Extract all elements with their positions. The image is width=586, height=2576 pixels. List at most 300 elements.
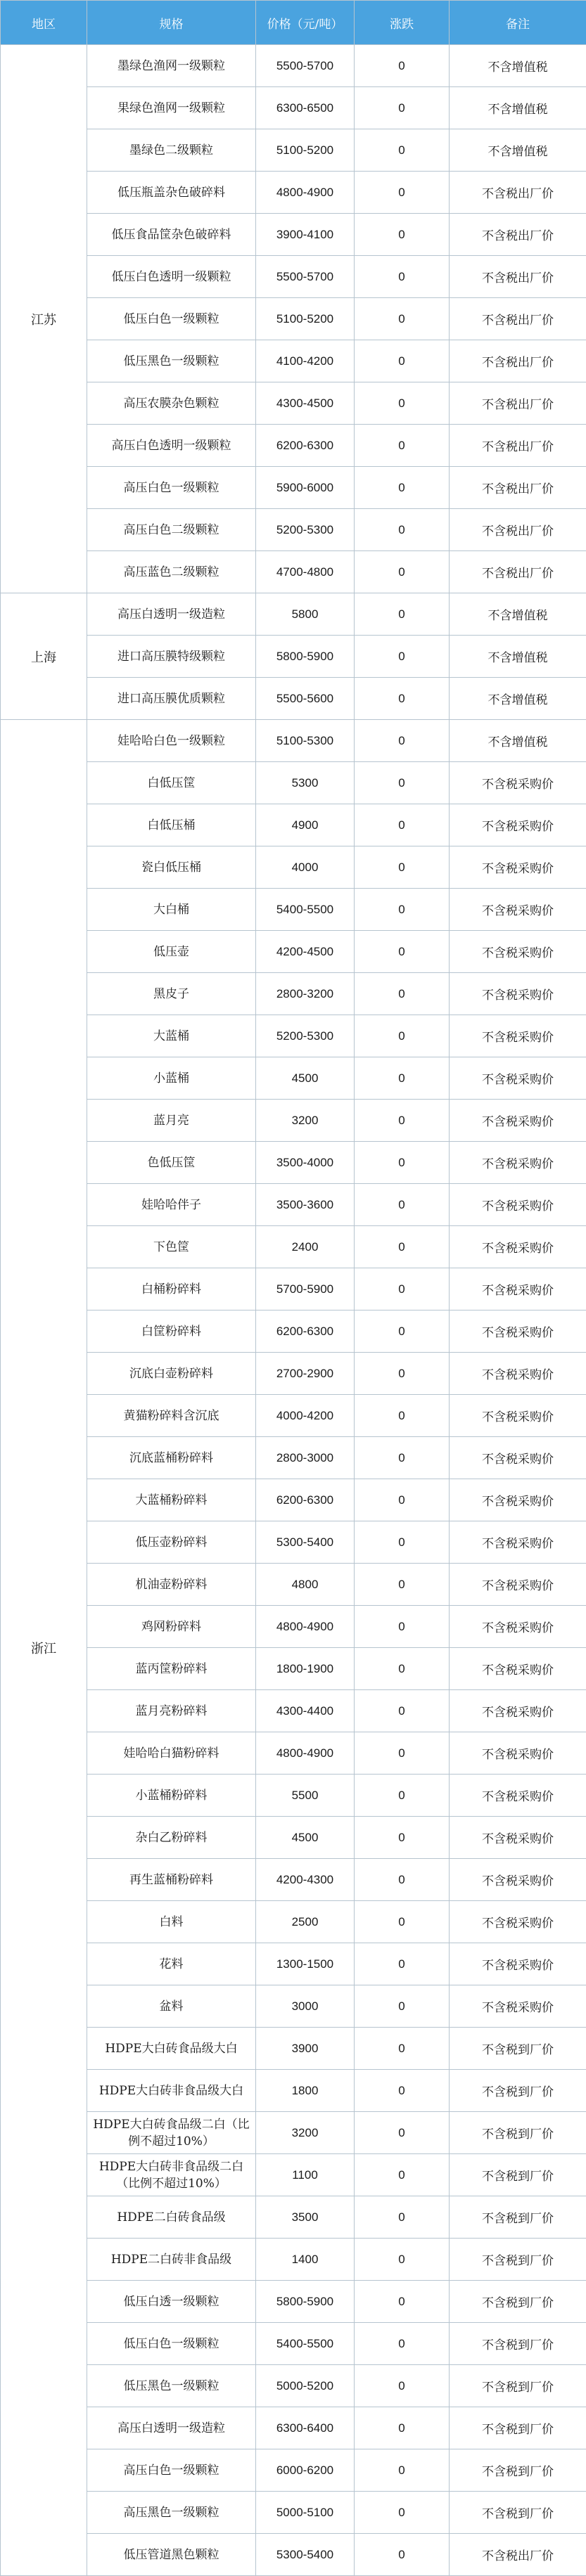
price-cell: 2800-3200 (256, 973, 355, 1015)
table-row (1, 2154, 586, 2196)
note-cell: 不含税采购价 (450, 1521, 586, 1564)
table-row (1, 1775, 586, 1817)
note-cell: 不含税采购价 (450, 1732, 586, 1775)
price-cell: 5900-6000 (256, 467, 355, 509)
spec-cell: 低压白色透明一级颗粒 (87, 256, 256, 298)
spec-cell: 高压蓝色二级颗粒 (87, 551, 256, 593)
table-row (1, 2112, 586, 2154)
change-cell: 0 (355, 382, 450, 425)
price-cell: 6300-6400 (256, 2407, 355, 2449)
note-cell: 不含税采购价 (450, 1142, 586, 1184)
spec-cell: 低压瓶盖杂色破碎料 (87, 172, 256, 214)
header-note: 备注 (450, 1, 586, 45)
price-cell: 3000 (256, 1985, 355, 2028)
table-row (1, 1817, 586, 1859)
change-cell: 0 (355, 2323, 450, 2365)
table-row (1, 1521, 586, 1564)
change-cell: 0 (355, 889, 450, 931)
change-cell: 0 (355, 804, 450, 846)
spec-cell: 高压白透明一级造粒 (87, 2407, 256, 2449)
note-cell: 不含税采购价 (450, 1184, 586, 1226)
spec-cell: 低压食品筐杂色破碎料 (87, 214, 256, 256)
table-row (1, 931, 586, 973)
change-cell: 0 (355, 425, 450, 467)
header-row (1, 1, 586, 45)
spec-cell: 高压白色二级颗粒 (87, 509, 256, 551)
price-cell: 5500-5700 (256, 256, 355, 298)
change-cell: 0 (355, 1775, 450, 1817)
table-header (1, 1, 586, 45)
note-cell: 不含税采购价 (450, 1479, 586, 1521)
price-cell: 6300-6500 (256, 87, 355, 129)
price-cell: 4800-4900 (256, 1606, 355, 1648)
spec-cell: 花料 (87, 1943, 256, 1985)
region-cell: 上海 (1, 593, 87, 720)
price-cell: 5400-5500 (256, 889, 355, 931)
spec-cell: 下色筐 (87, 1226, 256, 1268)
change-cell: 0 (355, 1226, 450, 1268)
header-price: 价格（元/吨） (256, 1, 355, 45)
spec-cell: HDPE二白砖食品级 (87, 2196, 256, 2239)
table-row (1, 1985, 586, 2028)
spec-cell: 低压壶粉碎料 (87, 1521, 256, 1564)
change-cell: 0 (355, 172, 450, 214)
table-row (1, 2323, 586, 2365)
change-cell: 0 (355, 1184, 450, 1226)
spec-cell: 鸡网粉碎料 (87, 1606, 256, 1648)
change-cell: 0 (355, 2239, 450, 2281)
price-cell: 3500 (256, 2196, 355, 2239)
spec-cell: 低压白色一级颗粒 (87, 298, 256, 340)
change-cell: 0 (355, 1817, 450, 1859)
price-cell: 6200-6300 (256, 1310, 355, 1353)
note-cell: 不含税采购价 (450, 1817, 586, 1859)
note-cell: 不含税到厂价 (450, 2492, 586, 2534)
spec-cell: 娃哈哈伴子 (87, 1184, 256, 1226)
change-cell: 0 (355, 1943, 450, 1985)
note-cell: 不含税采购价 (450, 846, 586, 889)
change-cell: 0 (355, 1521, 450, 1564)
spec-cell: 高压农膜杂色颗粒 (87, 382, 256, 425)
price-cell: 2700-2900 (256, 1353, 355, 1395)
note-cell: 不含税采购价 (450, 1564, 586, 1606)
change-cell: 0 (355, 129, 450, 172)
price-cell: 1100 (256, 2154, 355, 2196)
price-cell: 4900 (256, 804, 355, 846)
spec-cell: 再生蓝桶粉碎料 (87, 1859, 256, 1901)
note-cell: 不含税采购价 (450, 1268, 586, 1310)
note-cell: 不含税到厂价 (450, 2196, 586, 2239)
spec-cell: 进口高压膜特级颗粒 (87, 636, 256, 678)
price-cell: 5000-5100 (256, 2492, 355, 2534)
note-cell: 不含税采购价 (450, 1648, 586, 1690)
price-cell: 5700-5900 (256, 1268, 355, 1310)
note-cell: 不含税到厂价 (450, 2239, 586, 2281)
table-row (1, 382, 586, 425)
table-row (1, 45, 586, 87)
spec-cell: 低压黑色一级颗粒 (87, 340, 256, 382)
note-cell: 不含税出厂价 (450, 172, 586, 214)
table-row (1, 551, 586, 593)
table-row (1, 1268, 586, 1310)
note-cell: 不含税采购价 (450, 1985, 586, 2028)
spec-cell: 小蓝桶粉碎料 (87, 1775, 256, 1817)
spec-cell: 蓝月亮粉碎料 (87, 1690, 256, 1732)
spec-cell: 果绿色渔网一级颗粒 (87, 87, 256, 129)
spec-cell: 机油壶粉碎料 (87, 1564, 256, 1606)
price-cell: 5100-5200 (256, 129, 355, 172)
change-cell: 0 (355, 1142, 450, 1184)
table-row (1, 1142, 586, 1184)
table-row (1, 87, 586, 129)
price-cell: 3900-4100 (256, 214, 355, 256)
change-cell: 0 (355, 1310, 450, 1353)
price-cell: 5500-5600 (256, 678, 355, 720)
price-cell: 5800-5900 (256, 636, 355, 678)
table-row (1, 214, 586, 256)
change-cell: 0 (355, 2492, 450, 2534)
price-cell: 4200-4300 (256, 1859, 355, 1901)
change-cell: 0 (355, 467, 450, 509)
note-cell: 不含税出厂价 (450, 298, 586, 340)
note-cell: 不含税采购价 (450, 1901, 586, 1943)
note-cell: 不含增值税 (450, 636, 586, 678)
region-cell: 江苏 (1, 45, 87, 593)
note-cell: 不含税采购价 (450, 1437, 586, 1479)
spec-cell: 低压管道黑色颗粒 (87, 2534, 256, 2576)
change-cell: 0 (355, 214, 450, 256)
table-row (1, 2196, 586, 2239)
spec-cell: HDPE大白砖非食品级大白 (87, 2070, 256, 2112)
table-row (1, 889, 586, 931)
spec-cell: 高压白色透明一级颗粒 (87, 425, 256, 467)
spec-cell: HDPE大白砖非食品级二白（比例不超过10%） (87, 2154, 256, 2196)
table-row (1, 1943, 586, 1985)
change-cell: 0 (355, 2196, 450, 2239)
table-row (1, 636, 586, 678)
table-row (1, 2492, 586, 2534)
spec-cell: 进口高压膜优质颗粒 (87, 678, 256, 720)
table-row (1, 2281, 586, 2323)
price-cell: 1800 (256, 2070, 355, 2112)
change-cell: 0 (355, 2534, 450, 2576)
price-cell: 4700-4800 (256, 551, 355, 593)
spec-cell: HDPE大白砖食品级大白 (87, 2028, 256, 2070)
table-row (1, 509, 586, 551)
change-cell: 0 (355, 1732, 450, 1775)
change-cell: 0 (355, 1057, 450, 1100)
note-cell: 不含税到厂价 (450, 2449, 586, 2492)
spec-cell: 娃哈哈白色一级颗粒 (87, 720, 256, 762)
spec-cell: 沉底蓝桶粉碎料 (87, 1437, 256, 1479)
spec-cell: 低压黑色一级颗粒 (87, 2365, 256, 2407)
spec-cell: 大蓝桶粉碎料 (87, 1479, 256, 1521)
change-cell: 0 (355, 256, 450, 298)
note-cell: 不含税到厂价 (450, 2070, 586, 2112)
table-row (1, 2070, 586, 2112)
table-row (1, 1859, 586, 1901)
spec-cell: 蓝丙筐粉碎料 (87, 1648, 256, 1690)
price-cell: 5200-5300 (256, 509, 355, 551)
price-cell: 4000 (256, 846, 355, 889)
table-row (1, 1479, 586, 1521)
header-change: 涨跌 (355, 1, 450, 45)
change-cell: 0 (355, 1564, 450, 1606)
spec-cell: HDPE二白砖非食品级 (87, 2239, 256, 2281)
note-cell: 不含税采购价 (450, 1353, 586, 1395)
note-cell: 不含税出厂价 (450, 340, 586, 382)
price-cell: 3200 (256, 1100, 355, 1142)
price-cell: 4500 (256, 1817, 355, 1859)
change-cell: 0 (355, 973, 450, 1015)
price-cell: 4300-4400 (256, 1690, 355, 1732)
note-cell: 不含税采购价 (450, 762, 586, 804)
note-cell: 不含税到厂价 (450, 2407, 586, 2449)
note-cell: 不含税采购价 (450, 1057, 586, 1100)
change-cell: 0 (355, 1901, 450, 1943)
change-cell: 0 (355, 1606, 450, 1648)
spec-cell: 白料 (87, 1901, 256, 1943)
change-cell: 0 (355, 1100, 450, 1142)
table-row (1, 1184, 586, 1226)
note-cell: 不含税出厂价 (450, 467, 586, 509)
change-cell: 0 (355, 1985, 450, 2028)
table-row (1, 804, 586, 846)
price-cell: 2800-3000 (256, 1437, 355, 1479)
change-cell: 0 (355, 1395, 450, 1437)
spec-cell: 白低压桶 (87, 804, 256, 846)
price-cell: 5800 (256, 593, 355, 636)
spec-cell: 杂白乙粉碎料 (87, 1817, 256, 1859)
change-cell: 0 (355, 678, 450, 720)
change-cell: 0 (355, 2154, 450, 2196)
note-cell: 不含税出厂价 (450, 256, 586, 298)
price-cell: 4000-4200 (256, 1395, 355, 1437)
price-cell: 3500-3600 (256, 1184, 355, 1226)
spec-cell: 低压壶 (87, 931, 256, 973)
note-cell: 不含税采购价 (450, 1690, 586, 1732)
spec-cell: 沉底白壶粉碎料 (87, 1353, 256, 1395)
spec-cell: 低压白色一级颗粒 (87, 2323, 256, 2365)
note-cell: 不含税出厂价 (450, 425, 586, 467)
change-cell: 0 (355, 1268, 450, 1310)
note-cell: 不含税采购价 (450, 889, 586, 931)
price-cell: 2500 (256, 1901, 355, 1943)
table-row (1, 1057, 586, 1100)
note-cell: 不含增值税 (450, 87, 586, 129)
table-row (1, 340, 586, 382)
spec-cell: 高压白色一级颗粒 (87, 2449, 256, 2492)
price-cell: 4300-4500 (256, 382, 355, 425)
table-row (1, 1606, 586, 1648)
spec-cell: 娃哈哈白猫粉碎料 (87, 1732, 256, 1775)
note-cell: 不含税采购价 (450, 1775, 586, 1817)
change-cell: 0 (355, 1437, 450, 1479)
change-cell: 0 (355, 2281, 450, 2323)
change-cell: 0 (355, 2365, 450, 2407)
price-cell: 4800 (256, 1564, 355, 1606)
change-cell: 0 (355, 340, 450, 382)
note-cell: 不含增值税 (450, 45, 586, 87)
note-cell: 不含增值税 (450, 129, 586, 172)
note-cell: 不含税出厂价 (450, 2534, 586, 2576)
note-cell: 不含增值税 (450, 593, 586, 636)
table-row (1, 1564, 586, 1606)
price-cell: 5400-5500 (256, 2323, 355, 2365)
table-row (1, 1732, 586, 1775)
spec-cell: 白筐粉碎料 (87, 1310, 256, 1353)
change-cell: 0 (355, 509, 450, 551)
price-cell: 2400 (256, 1226, 355, 1268)
note-cell: 不含税采购价 (450, 1606, 586, 1648)
price-cell: 3900 (256, 2028, 355, 2070)
table-row (1, 1100, 586, 1142)
table-row (1, 678, 586, 720)
price-cell: 5800-5900 (256, 2281, 355, 2323)
change-cell: 0 (355, 87, 450, 129)
change-cell: 0 (355, 720, 450, 762)
spec-cell: 黑皮子 (87, 973, 256, 1015)
table-row (1, 1690, 586, 1732)
change-cell: 0 (355, 1690, 450, 1732)
note-cell: 不含税出厂价 (450, 382, 586, 425)
table-row (1, 2407, 586, 2449)
change-cell: 0 (355, 762, 450, 804)
table-row (1, 2449, 586, 2492)
change-cell: 0 (355, 1479, 450, 1521)
note-cell: 不含税到厂价 (450, 2365, 586, 2407)
price-cell: 5300-5400 (256, 1521, 355, 1564)
note-cell: 不含税采购价 (450, 1395, 586, 1437)
price-cell: 6200-6300 (256, 1479, 355, 1521)
table-row (1, 1901, 586, 1943)
price-cell: 6200-6300 (256, 425, 355, 467)
change-cell: 0 (355, 45, 450, 87)
price-cell: 5100-5300 (256, 720, 355, 762)
spec-cell: HDPE大白砖食品级二白（比例不超过10%） (87, 2112, 256, 2154)
price-cell: 5300-5400 (256, 2534, 355, 2576)
spec-cell: 大蓝桶 (87, 1015, 256, 1057)
region-cell: 浙江 (1, 720, 87, 2576)
change-cell: 0 (355, 2070, 450, 2112)
change-cell: 0 (355, 2028, 450, 2070)
note-cell: 不含税到厂价 (450, 2323, 586, 2365)
price-cell: 3500-4000 (256, 1142, 355, 1184)
note-cell: 不含税到厂价 (450, 2028, 586, 2070)
spec-cell: 低压白透一级颗粒 (87, 2281, 256, 2323)
table-row (1, 720, 586, 762)
header-region: 地区 (1, 1, 87, 45)
price-cell: 5100-5200 (256, 298, 355, 340)
change-cell: 0 (355, 2407, 450, 2449)
change-cell: 0 (355, 636, 450, 678)
table-row (1, 2239, 586, 2281)
note-cell: 不含税采购价 (450, 1100, 586, 1142)
change-cell: 0 (355, 2112, 450, 2154)
change-cell: 0 (355, 1015, 450, 1057)
table-row (1, 298, 586, 340)
spec-cell: 小蓝桶 (87, 1057, 256, 1100)
price-cell: 4800-4900 (256, 172, 355, 214)
change-cell: 0 (355, 298, 450, 340)
note-cell: 不含税到厂价 (450, 2112, 586, 2154)
table-body (1, 45, 586, 2576)
table-row (1, 467, 586, 509)
note-cell: 不含增值税 (450, 678, 586, 720)
table-row (1, 973, 586, 1015)
table-row (1, 1015, 586, 1057)
note-cell: 不含税采购价 (450, 973, 586, 1015)
spec-cell: 墨绿色渔网一级颗粒 (87, 45, 256, 87)
note-cell: 不含税到厂价 (450, 2154, 586, 2196)
price-cell: 4200-4500 (256, 931, 355, 973)
price-cell: 1400 (256, 2239, 355, 2281)
table-row (1, 1353, 586, 1395)
table-row (1, 2028, 586, 2070)
table-row (1, 425, 586, 467)
table-row (1, 593, 586, 636)
spec-cell: 瓷白低压桶 (87, 846, 256, 889)
note-cell: 不含税采购价 (450, 1226, 586, 1268)
note-cell: 不含税出厂价 (450, 509, 586, 551)
table-row (1, 1648, 586, 1690)
change-cell: 0 (355, 2449, 450, 2492)
header-spec: 规格 (87, 1, 256, 45)
table-row (1, 2365, 586, 2407)
table-row (1, 2534, 586, 2576)
change-cell: 0 (355, 1648, 450, 1690)
spec-cell: 白桶粉碎料 (87, 1268, 256, 1310)
table-row (1, 1310, 586, 1353)
price-cell: 4800-4900 (256, 1732, 355, 1775)
note-cell: 不含税采购价 (450, 1943, 586, 1985)
change-cell: 0 (355, 551, 450, 593)
note-cell: 不含税采购价 (450, 1015, 586, 1057)
table-row (1, 846, 586, 889)
note-cell: 不含税出厂价 (450, 214, 586, 256)
table-row (1, 172, 586, 214)
change-cell: 0 (355, 846, 450, 889)
price-cell: 4500 (256, 1057, 355, 1100)
spec-cell: 高压黑色一级颗粒 (87, 2492, 256, 2534)
note-cell: 不含税采购价 (450, 1310, 586, 1353)
spec-cell: 高压白色一级颗粒 (87, 467, 256, 509)
price-cell: 1300-1500 (256, 1943, 355, 1985)
note-cell: 不含税到厂价 (450, 2281, 586, 2323)
note-cell: 不含税采购价 (450, 1859, 586, 1901)
price-cell: 5500 (256, 1775, 355, 1817)
spec-cell: 大白桶 (87, 889, 256, 931)
price-cell: 5000-5200 (256, 2365, 355, 2407)
table-row (1, 129, 586, 172)
note-cell: 不含税出厂价 (450, 551, 586, 593)
price-cell: 5500-5700 (256, 45, 355, 87)
table-row (1, 1226, 586, 1268)
note-cell: 不含税采购价 (450, 931, 586, 973)
price-cell: 5300 (256, 762, 355, 804)
change-cell: 0 (355, 1859, 450, 1901)
price-cell: 1800-1900 (256, 1648, 355, 1690)
spec-cell: 蓝月亮 (87, 1100, 256, 1142)
spec-cell: 高压白透明一级造粒 (87, 593, 256, 636)
table-row (1, 762, 586, 804)
price-cell: 6000-6200 (256, 2449, 355, 2492)
note-cell: 不含增值税 (450, 720, 586, 762)
spec-cell: 墨绿色二级颗粒 (87, 129, 256, 172)
table-row (1, 1437, 586, 1479)
change-cell: 0 (355, 593, 450, 636)
note-cell: 不含税采购价 (450, 804, 586, 846)
